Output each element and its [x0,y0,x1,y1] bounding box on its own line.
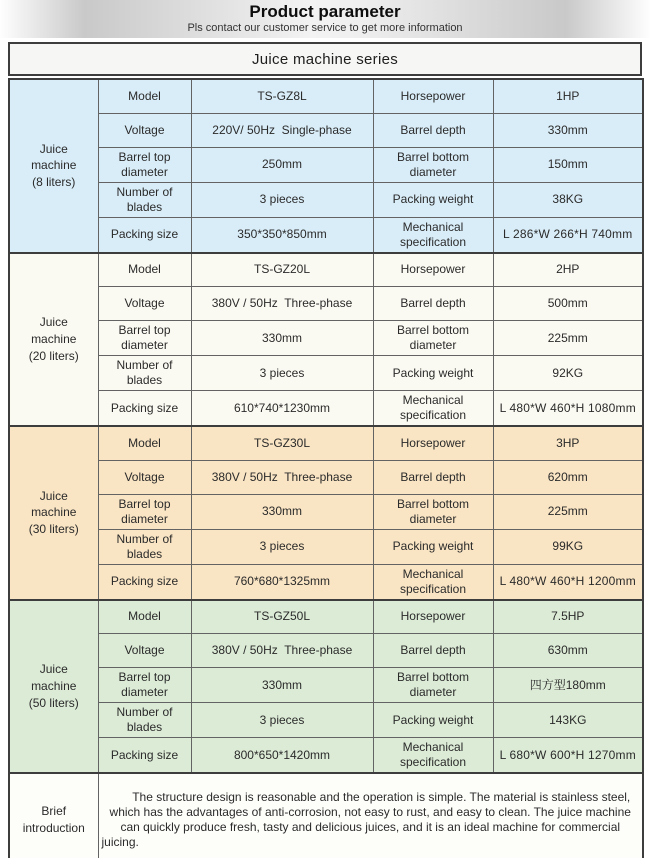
section-label-8l [9,79,98,253]
param-name: Packing size [98,738,191,774]
param-name: Horsepower [373,79,493,113]
section-label-line: machine [31,331,77,346]
param-value: 1HP [493,79,643,113]
param-name: Barrel top diameter [98,147,191,182]
param-name: Packing weight [373,529,493,564]
brief-label [9,773,98,858]
spec-table [8,78,644,858]
param-value: L 680*W 600*H 1270mm [493,738,643,774]
param-name: Barrel bottom diameter [373,494,493,529]
param-value: 380V / 50Hz Three-phase [191,287,373,321]
param-name: Barrel top diameter [98,494,191,529]
series-header [8,42,642,76]
param-value: 220V/ 50Hz Single-phase [191,113,373,147]
section-label-line: Juice [39,662,68,677]
param-value: 380V / 50Hz Three-phase [191,634,373,668]
param-value: 330mm [191,321,373,356]
param-value: 92KG [493,356,643,391]
brief-label-line: Brief [41,804,67,819]
param-name: Barrel bottom diameter [373,321,493,356]
param-name: Barrel top diameter [98,321,191,356]
param-value: 3 pieces [191,529,373,564]
param-value: 500mm [493,287,643,321]
param-value: 7.5HP [493,600,643,634]
section-juice-machine-50l [9,600,643,774]
param-value: 250mm [191,147,373,182]
param-value: TS-GZ20L [191,253,373,287]
param-name: Voltage [98,113,191,147]
section-label-line: machine [31,678,77,693]
section-juice-machine-30l [9,426,643,600]
section-label-line: (8 liters) [32,175,76,190]
param-value: 143KG [493,703,643,738]
param-value: 3 pieces [191,182,373,217]
param-name: Number of blades [98,182,191,217]
section-label-line: Juice [39,488,68,503]
brief-label-line: introduction [22,821,85,835]
section-label-line: (30 liters) [28,522,79,537]
param-name: Packing size [98,564,191,600]
param-name: Horsepower [373,600,493,634]
param-value: L 286*W 266*H 740mm [493,217,643,253]
section-label-line: Juice [39,315,68,330]
param-value: 99KG [493,529,643,564]
section-label-20l [9,253,98,427]
param-name: Packing size [98,391,191,427]
param-value: 2HP [493,253,643,287]
param-value: 350*350*850mm [191,217,373,253]
param-name: Horsepower [373,426,493,460]
param-value: 380V / 50Hz Three-phase [191,460,373,494]
param-value: 四方型180mm [493,668,643,703]
param-value: 225mm [493,321,643,356]
section-label-line: (50 liters) [28,695,79,710]
param-name: Mechanical specification [373,738,493,774]
param-value: TS-GZ30L [191,426,373,460]
param-name: Model [98,79,191,113]
param-name: Packing weight [373,182,493,217]
param-value: 330mm [191,494,373,529]
param-name: Voltage [98,634,191,668]
section-juice-machine-20l [9,253,643,427]
param-name: Barrel depth [373,287,493,321]
param-value: 38KG [493,182,643,217]
param-value: TS-GZ8L [191,79,373,113]
param-value: 3 pieces [191,703,373,738]
param-value: L 480*W 460*H 1080mm [493,391,643,427]
param-name: Barrel top diameter [98,668,191,703]
param-value: 3 pieces [191,356,373,391]
section-brief-introduction [9,773,643,858]
section-label-50l [9,600,98,774]
param-value: 330mm [191,668,373,703]
param-name: Barrel depth [373,460,493,494]
param-name: Barrel depth [373,634,493,668]
param-value: 610*740*1230mm [191,391,373,427]
param-name: Packing weight [373,703,493,738]
param-value: 330mm [493,113,643,147]
page-subtitle: Pls contact our customer service to get more information [187,22,463,35]
param-name: Horsepower [373,253,493,287]
param-name: Barrel bottom diameter [373,147,493,182]
param-value: 760*680*1325mm [191,564,373,600]
param-name: Model [98,253,191,287]
param-name: Mechanical specification [373,217,493,253]
param-value: 620mm [493,460,643,494]
param-name: Number of blades [98,703,191,738]
section-label-line: machine [31,505,77,520]
section-juice-machine-8l [9,79,643,253]
param-name: Voltage [98,460,191,494]
param-name: Barrel depth [373,113,493,147]
param-value: 630mm [493,634,643,668]
page-title: Product parameter [249,2,401,21]
section-label-30l [9,426,98,600]
brief-text: The structure design is reasonable and the operation is simple. The material is stainless steel, which has the advantages of anti-corrosion, not easy to rust, and easy to clean. The juice machine can quickly produce fresh, tasty and delicious juices, and it is an ideal machine for commercial juicing. [98,773,643,858]
param-value: TS-GZ50L [191,600,373,634]
param-name: Model [98,426,191,460]
param-name: Mechanical specification [373,391,493,427]
param-value: 225mm [493,494,643,529]
param-value: 800*650*1420mm [191,738,373,774]
param-name: Packing size [98,217,191,253]
section-label-line: (20 liters) [28,348,79,363]
param-value: 150mm [493,147,643,182]
param-name: Barrel bottom diameter [373,668,493,703]
param-name: Voltage [98,287,191,321]
param-name: Number of blades [98,356,191,391]
section-label-line: machine [31,158,77,173]
param-name: Mechanical specification [373,564,493,600]
param-name: Packing weight [373,356,493,391]
section-label-line: Juice [39,141,68,156]
param-value: L 480*W 460*H 1200mm [493,564,643,600]
param-name: Model [98,600,191,634]
page-header [0,0,650,38]
param-name: Number of blades [98,529,191,564]
param-value: 3HP [493,426,643,460]
series-title: Juice machine series [251,50,399,68]
